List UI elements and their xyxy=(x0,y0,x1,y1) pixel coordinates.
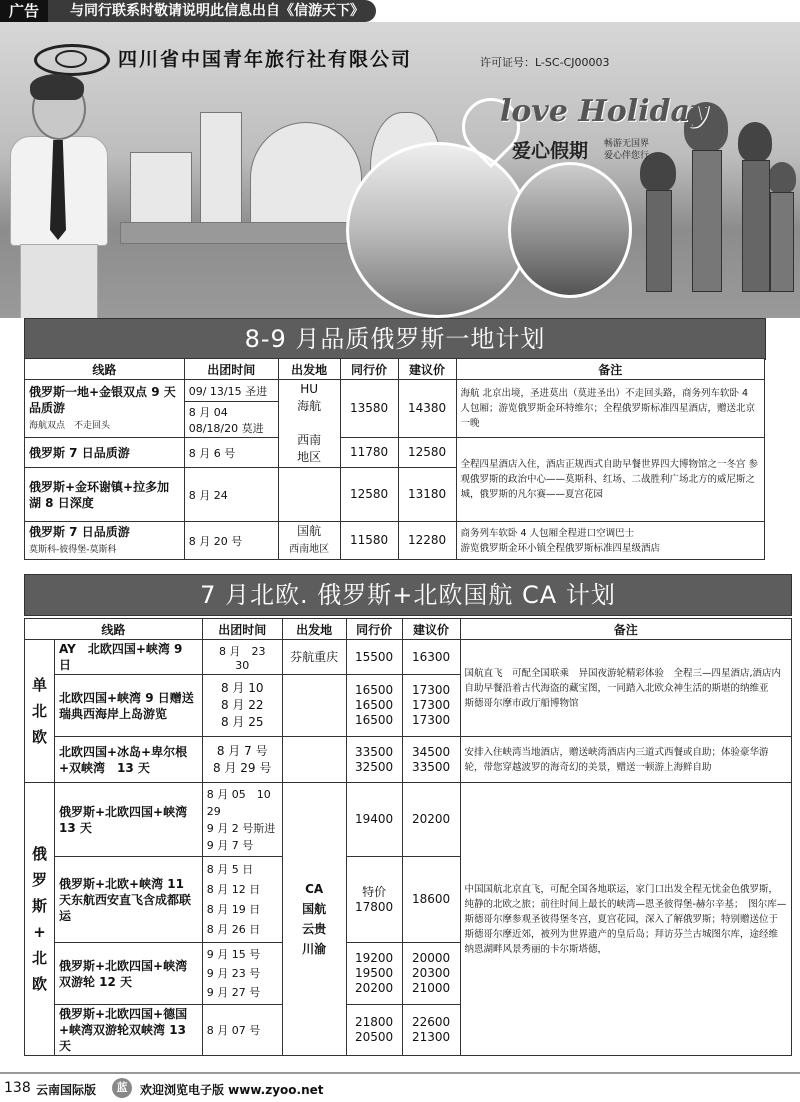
suggest-price: 20200 xyxy=(402,783,460,857)
table-row xyxy=(25,783,792,857)
date-cell: 8 月 04 08/18/20 莫进 xyxy=(184,402,278,438)
edition-label: 云南国际版 xyxy=(36,1083,97,1097)
date-cell: 8 月 05 10 29 9 月 2 号斯进 9 月 7 号 xyxy=(202,783,282,857)
table-row xyxy=(25,438,765,468)
love-holiday-brand xyxy=(462,88,762,183)
region-russia-nordic: 俄 罗 斯 + 北 欧 xyxy=(25,783,55,1056)
col-peer-price: 同行价 xyxy=(346,619,402,640)
col-departure: 出发地 xyxy=(282,619,346,640)
license-number: 许可证号：L-SC-CJ00003 xyxy=(480,56,610,69)
date-cell: 8 月 10 8 月 22 8 月 25 xyxy=(202,675,282,737)
brand-cn: 爱心假期 xyxy=(512,140,589,162)
peer-price: 19400 xyxy=(346,783,402,857)
suggest-price: 12580 xyxy=(398,438,456,468)
top-bar xyxy=(0,0,800,22)
suggest-price: 22600 21300 xyxy=(402,1005,460,1056)
notes-cell: 海航 北京出境，圣进莫出（莫进圣出）不走回头路，商务列车软卧 4 人包厢；游览俄罗斯金环特维尔；全程俄罗斯标准四星酒店，赠送北京一晚 xyxy=(456,380,764,438)
region-single-nordic: 单 北 欧 xyxy=(25,640,55,783)
suggest-price: 14380 xyxy=(398,380,456,438)
peer-price: 12580 xyxy=(340,468,398,522)
departure-cell: 芬航重庆 xyxy=(282,640,346,675)
notes-cell: 中国国航北京直飞，可配全国各地联运，家门口出发全程无忧金色俄罗斯，纯静的北欧之旅；前往时间上最长的峡湾—恩圣彼得堡-赫尔辛基； 图尔库—斯德哥尔摩参观圣彼得堡冬宫，夏宫花园，深入了解俄罗斯；特别赠送位于斯德哥尔摩近郊，被列为世界遗产的皇后岛；拜访芬兰古城图尔库，途经维纳恩湖畔风景秀丽的卡尔斯塔德， xyxy=(460,783,791,1056)
suggest-price: 16300 xyxy=(402,640,460,675)
route-cell: 北欧四国+峡湾 9 日赠送瑞典西海岸上岛游览 xyxy=(54,675,202,737)
peer-price: 15500 xyxy=(346,640,402,675)
brand-slogan xyxy=(604,138,649,162)
departure-cell xyxy=(282,675,346,737)
col-departure: 出发地 xyxy=(278,359,340,380)
col-route: 线路 xyxy=(25,359,185,380)
col-route: 线路 xyxy=(25,619,203,640)
suggest-price: 34500 33500 xyxy=(402,737,460,783)
route-cell: 俄罗斯 7 日品质游 xyxy=(25,438,185,468)
table-header-row xyxy=(25,619,792,640)
route-cell: 俄罗斯 7 日品质游 莫斯科-彼得堡-莫斯科 xyxy=(25,522,185,560)
table-row xyxy=(25,640,792,675)
col-notes: 备注 xyxy=(460,619,791,640)
date-cell: 8 月 23 30 xyxy=(202,640,282,675)
date-cell: 8 月 5 日 8 月 12 日 8 月 19 日 8 月 26 日 xyxy=(202,857,282,943)
route-cell: 俄罗斯+北欧四国+峡湾13 天 xyxy=(54,783,202,857)
plan1-title: 8-9 月品质俄罗斯一地计划 xyxy=(24,318,766,360)
peer-price: 特价 17800 xyxy=(346,857,402,943)
slogan-line-2: 爱心伴您行 xyxy=(604,151,650,161)
notes-cell: 安排入住峡湾当地酒店，赠送峡湾酒店内三道式西餐或自助；体验豪华游轮，带您穿越波罗的海奇幻的美景，赠送一顿游上海鲜自助 xyxy=(460,737,791,783)
table-header-row xyxy=(25,359,765,380)
suggest-price: 18600 xyxy=(402,857,460,943)
peer-price: 13580 xyxy=(340,380,398,438)
col-suggest-price: 建议价 xyxy=(402,619,460,640)
company-name-text: 四川省中国青年旅行社有限公司 xyxy=(118,48,413,71)
date-cell: 8 月 07 号 xyxy=(202,1005,282,1056)
slogan-line-1: 畅游无国界 xyxy=(604,139,650,149)
departure-cell: CA 国航 云贵 川渝 xyxy=(282,783,346,1056)
ad-tag: 广告 xyxy=(0,0,48,22)
table-row xyxy=(25,737,792,783)
suggest-price: 20000 20300 21000 xyxy=(402,943,460,1005)
peer-price: 11780 xyxy=(340,438,398,468)
col-peer-price: 同行价 xyxy=(340,359,398,380)
date-cell: 8 月 24 xyxy=(184,468,278,522)
departure-cell: HU 海航 西南 地区 xyxy=(278,380,340,468)
plan1-table xyxy=(24,358,765,560)
route-cell: 俄罗斯+北欧+峡湾 11 天东航西安直飞含成都联运 xyxy=(54,857,202,943)
peer-price: 11580 xyxy=(340,522,398,560)
date-cell: 8 月 6 号 xyxy=(184,438,278,468)
departure-cell xyxy=(282,737,346,783)
peer-price: 21800 20500 xyxy=(346,1005,402,1056)
peer-price: 33500 32500 xyxy=(346,737,402,783)
col-suggest-price: 建议价 xyxy=(398,359,456,380)
col-notes: 备注 xyxy=(456,359,764,380)
route-cell: 俄罗斯+金环谢镇+拉多加湖 8 日深度 xyxy=(25,468,185,522)
route-cell: 俄罗斯+北欧四国+峡湾双游轮 12 天 xyxy=(54,943,202,1005)
suggest-price: 12280 xyxy=(398,522,456,560)
table-row xyxy=(25,522,765,560)
date-cell: 09/ 13/15 圣进 xyxy=(184,380,278,402)
website-link[interactable]: 欢迎浏览电子版 www.zyoo.net xyxy=(140,1083,324,1097)
date-cell: 8 月 7 号 8 月 29 号 xyxy=(202,737,282,783)
route-cell: AY 北欧四国+峡湾 9 日 xyxy=(54,640,202,675)
page-footer xyxy=(0,1072,800,1102)
route-cell: 俄罗斯一地+金银双点 9 天品质游 海航双点 不走回头 xyxy=(25,380,185,438)
date-cell: 8 月 20 号 xyxy=(184,522,278,560)
notes-cell: 商务列车软卧 4 人包厢全程进口空调巴士 游览俄罗斯金环小镇全程俄罗斯标准四星级酒店 xyxy=(456,522,764,560)
route-cell: 俄罗斯+北欧四国+德国+峡湾双游轮双峡湾 13 天 xyxy=(54,1005,202,1056)
suggest-price: 17300 17300 17300 xyxy=(402,675,460,737)
departure-cell: 国航 西南地区 xyxy=(278,522,340,560)
notes-cell: 国航直飞 可配全国联乘 异国夜游轮精彩体验 全程三—四星酒店,酒店内自助早餐沿着古代海盗的藏宝图，一同踏入北欧众神生活的斯堪的纳维亚 斯德哥尔摩市政厅船博物馆 xyxy=(460,640,791,737)
plan2-table xyxy=(24,618,792,1056)
company-name xyxy=(34,44,412,76)
peer-price: 16500 16500 16500 xyxy=(346,675,402,737)
brand-en: love Holiday xyxy=(500,94,708,129)
peer-price: 19200 19500 20200 xyxy=(346,943,402,1005)
plan2-title: 7 月北欧. 俄罗斯+北欧国航 CA 计划 xyxy=(24,574,792,616)
departure-cell xyxy=(278,468,340,522)
route-cell: 北欧四国+冰岛+卑尔根+双峡湾 13 天 xyxy=(54,737,202,783)
suggest-price: 13180 xyxy=(398,468,456,522)
page-number: 138 xyxy=(4,1080,31,1096)
boy-mascot xyxy=(6,78,110,318)
hero-banner xyxy=(0,22,800,318)
date-cell: 9 月 15 号 9 月 23 号 9 月 27 号 xyxy=(202,943,282,1005)
edition-badge-icon: 蓝 xyxy=(112,1078,132,1098)
col-date: 出团时间 xyxy=(202,619,282,640)
col-date: 出团时间 xyxy=(184,359,278,380)
company-logo-icon xyxy=(34,44,110,76)
source-notice: 与同行联系时敬请说明此信息出自《信游天下》 xyxy=(58,0,376,22)
table-row xyxy=(25,380,765,402)
notes-cell: 全程四星酒店入住，酒店正规西式自助早餐世界四大博物馆之一冬宫 参观俄罗斯的政治中心——莫斯科、红场、二战胜利广场北方的威尼斯之城，俄罗斯的凡尔赛——夏宫花园 xyxy=(456,438,764,522)
